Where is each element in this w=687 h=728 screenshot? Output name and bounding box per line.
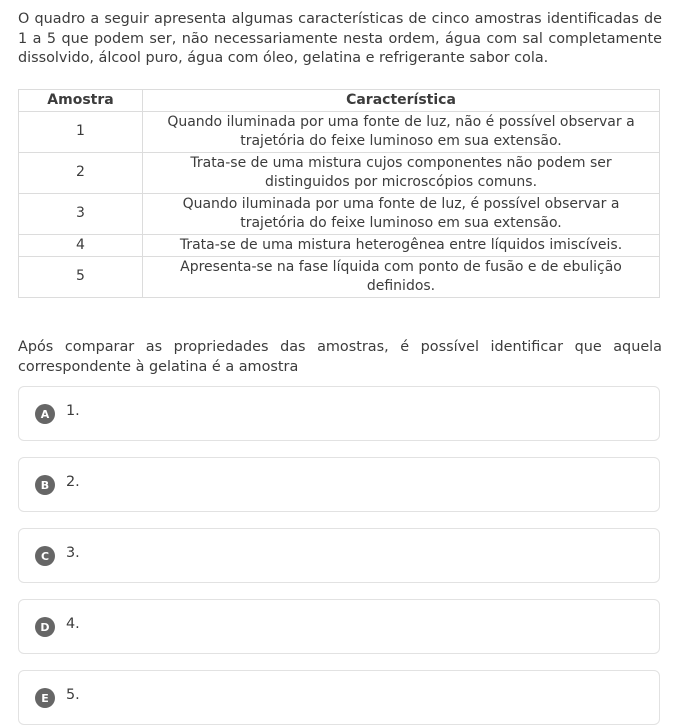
table-row <box>19 257 660 298</box>
option-text: 4. <box>66 616 80 632</box>
option-e[interactable] <box>18 670 660 725</box>
option-letter-badge: B <box>35 475 55 495</box>
sample-characteristic: Trata-se de uma mistura heterogênea entre líquidos imiscíveis. <box>143 235 660 257</box>
option-letter-badge: D <box>35 617 55 637</box>
option-letter-badge: C <box>35 546 55 566</box>
sample-number: 1 <box>19 112 143 153</box>
option-letter-badge: A <box>35 404 55 424</box>
option-c[interactable] <box>18 528 660 583</box>
option-text: 2. <box>66 474 80 490</box>
table-row <box>19 153 660 194</box>
option-a[interactable] <box>18 386 660 441</box>
characteristics-table <box>18 89 660 298</box>
sample-characteristic: Quando iluminada por uma fonte de luz, é possível observar a trajetória do feixe luminoso em sua extensão. <box>143 194 660 235</box>
option-text: 5. <box>66 687 80 703</box>
sample-characteristic: Quando iluminada por uma fonte de luz, não é possível observar a trajetória do feixe luminoso em sua extensão. <box>143 112 660 153</box>
header-caracteristica: Característica <box>143 90 660 112</box>
sample-number: 5 <box>19 257 143 298</box>
intro-text: O quadro a seguir apresenta algumas características de cinco amostras identificadas de 1 a 5 que podem ser, não necessariamente nesta ordem, água com sal completamente dissolvido, álcool puro, água com óleo, gelatina e refrigerante sabor cola. <box>18 11 662 66</box>
sample-number: 3 <box>19 194 143 235</box>
option-letter-badge: E <box>35 688 55 708</box>
table-header-row <box>19 90 660 112</box>
option-b[interactable] <box>18 457 660 512</box>
table-row <box>19 235 660 257</box>
option-text: 1. <box>66 403 80 419</box>
table-row <box>19 112 660 153</box>
option-d[interactable] <box>18 599 660 654</box>
sample-number: 4 <box>19 235 143 257</box>
header-amostra: Amostra <box>19 90 143 112</box>
option-text: 3. <box>66 545 80 561</box>
sample-characteristic: Apresenta-se na fase líquida com ponto de fusão e de ebulição definidos. <box>143 257 660 298</box>
question-text: Após comparar as propriedades das amostras, é possível identificar que aquela correspondente à gelatina é a amostra <box>18 339 662 375</box>
sample-characteristic: Trata-se de uma mistura cujos componentes não podem ser distinguidos por microscópios comuns. <box>143 153 660 194</box>
sample-number: 2 <box>19 153 143 194</box>
table-row <box>19 194 660 235</box>
